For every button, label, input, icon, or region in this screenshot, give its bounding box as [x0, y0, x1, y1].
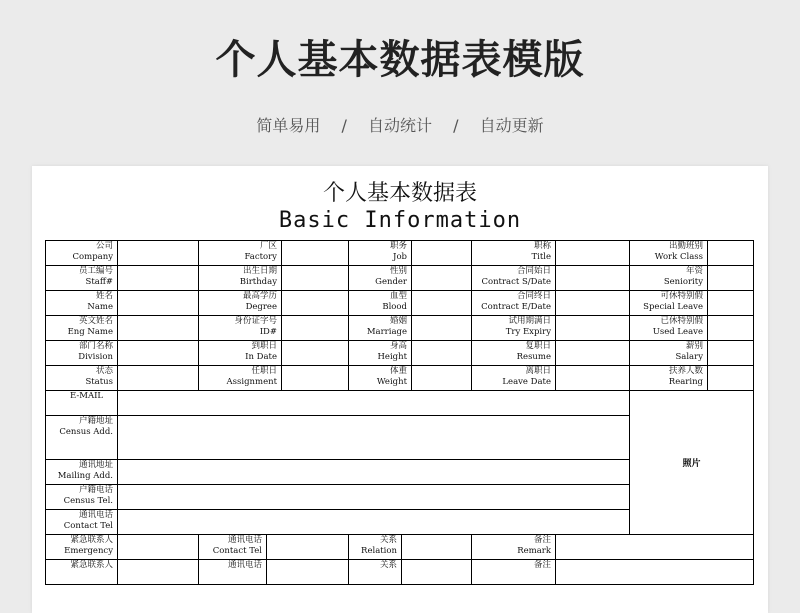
census-address-value[interactable] — [117, 415, 630, 460]
field-label-en: ID# — [259, 327, 277, 337]
field-label — [198, 365, 282, 391]
field-label-en: Relation — [361, 546, 397, 556]
census-tel-label — [45, 484, 118, 510]
field-label-zh: 身高 — [389, 341, 407, 351]
field-label — [629, 240, 708, 266]
field-label-en: Division — [78, 352, 113, 362]
field-label — [629, 315, 708, 341]
field-label-zh: 合同终日 — [516, 291, 551, 301]
field-value[interactable] — [411, 265, 472, 291]
field-label — [629, 290, 708, 316]
field-value[interactable] — [555, 340, 630, 366]
field-value[interactable] — [707, 265, 754, 291]
field-label — [45, 240, 118, 266]
field-label-en: Salary — [675, 352, 703, 362]
document-sheet — [32, 166, 768, 613]
field-label — [198, 240, 282, 266]
emergency-label — [45, 534, 118, 560]
field-label-zh: 职务 — [389, 241, 407, 251]
field-label-en: Contract S/Date — [481, 277, 551, 287]
emergency-value[interactable] — [401, 559, 472, 585]
field-label-zh: 身份证字号 — [234, 316, 277, 326]
field-label-zh: 备注 — [533, 535, 551, 545]
field-value[interactable] — [411, 315, 472, 341]
field-value[interactable] — [117, 265, 199, 291]
field-label — [348, 265, 412, 291]
field-value[interactable] — [555, 315, 630, 341]
field-label-zh: 出勤班别 — [668, 241, 703, 251]
emergency-value[interactable] — [117, 559, 199, 585]
field-label — [45, 365, 118, 391]
field-label-en: Rearing — [668, 377, 703, 387]
field-label-en: Weight — [376, 377, 407, 387]
contact-tel-label — [45, 509, 118, 535]
field-label-en: Blood — [382, 302, 407, 312]
field-label — [471, 265, 556, 291]
contact-tel-value[interactable] — [117, 509, 630, 535]
field-label-en: Try Expiry — [505, 327, 551, 337]
field-label-zh: 通讯电话 — [78, 510, 113, 520]
field-value[interactable] — [117, 365, 199, 391]
field-value[interactable] — [117, 340, 199, 366]
sheet-title: 个人基本数据表 — [322, 181, 477, 206]
field-label-zh: 已休特别假 — [660, 316, 703, 326]
field-label — [45, 315, 118, 341]
field-label-zh: 试用期满日 — [508, 316, 551, 326]
field-label — [348, 365, 412, 391]
field-label-en: Eng Name — [67, 327, 113, 337]
field-label-zh: 通讯电话 — [227, 535, 262, 545]
field-label-zh: 可休特别假 — [660, 291, 703, 301]
field-value[interactable] — [281, 290, 349, 316]
field-label — [45, 265, 118, 291]
census-address-label — [45, 415, 118, 460]
field-label-zh: 姓名 — [95, 291, 113, 301]
field-label — [198, 290, 282, 316]
field-label-zh: 薪别 — [685, 341, 703, 351]
feature-easy: 简单易用 — [256, 116, 321, 135]
field-label-en: Company — [72, 252, 113, 262]
emergency-label — [45, 559, 118, 585]
field-value[interactable] — [555, 265, 630, 291]
emergency-value[interactable] — [117, 534, 199, 560]
field-label-zh: 员工编号 — [78, 266, 113, 276]
field-value[interactable] — [411, 340, 472, 366]
field-label — [45, 290, 118, 316]
field-label — [348, 290, 412, 316]
field-value[interactable] — [555, 240, 630, 266]
field-label-en: Resume — [516, 352, 551, 362]
field-label-zh: 公司 — [95, 241, 113, 251]
field-label-zh: 年资 — [685, 266, 703, 276]
field-value[interactable] — [411, 290, 472, 316]
field-label — [198, 340, 282, 366]
feature-auto-stats: 自动统计 — [367, 116, 432, 135]
field-value[interactable] — [707, 240, 754, 266]
field-label-en: Gender — [375, 277, 407, 287]
field-label-en: Degree — [245, 302, 277, 312]
field-label-en: Census Add. — [59, 427, 113, 437]
field-label-zh: 到职日 — [251, 341, 277, 351]
feature-auto-update: 自动更新 — [479, 116, 544, 135]
field-label — [348, 240, 412, 266]
field-label-en: Marriage — [366, 327, 407, 337]
emergency-value[interactable] — [266, 559, 349, 585]
field-label-zh: 性别 — [389, 266, 407, 276]
field-label-zh: 紧急联系人 — [70, 535, 113, 545]
field-label-en: In Date — [245, 352, 277, 362]
field-label-en: Census Tel. — [63, 496, 113, 506]
field-label — [471, 315, 556, 341]
field-value[interactable] — [707, 315, 754, 341]
field-value[interactable] — [117, 290, 199, 316]
field-label-zh: 职称 — [533, 241, 551, 251]
field-label-zh: 部门名称 — [78, 341, 113, 351]
field-label-en: Name — [87, 302, 113, 312]
field-label-en: Contract E/Date — [481, 302, 551, 312]
field-value[interactable] — [707, 340, 754, 366]
emergency-label — [198, 559, 267, 585]
field-label-en: Birthday — [239, 277, 277, 287]
field-value[interactable] — [707, 290, 754, 316]
field-value[interactable] — [281, 265, 349, 291]
census-tel-value[interactable] — [117, 484, 630, 510]
field-label — [45, 340, 118, 366]
field-label-zh: 扶养人数 — [668, 366, 703, 376]
field-label-zh: 出生日期 — [242, 266, 277, 276]
field-label-en: Assignment — [226, 377, 277, 387]
field-label-zh: 婚姻 — [389, 316, 407, 326]
field-label — [471, 365, 556, 391]
field-label — [348, 340, 412, 366]
field-label-zh: 合同始日 — [516, 266, 551, 276]
field-label-en: Title — [531, 252, 551, 262]
field-value[interactable] — [555, 365, 630, 391]
info-table — [46, 240, 754, 613]
emergency-label — [348, 534, 402, 560]
field-label-zh: 通讯地址 — [78, 460, 113, 470]
field-label-en: Mailing Add. — [57, 471, 113, 481]
field-value[interactable] — [281, 315, 349, 341]
field-value[interactable] — [411, 365, 472, 391]
emergency-label — [348, 559, 402, 585]
field-label-en: Emergency — [64, 546, 113, 556]
separator: / — [341, 116, 347, 135]
mailing-address-label — [45, 459, 118, 485]
field-label-en: Remark — [517, 546, 551, 556]
field-label-zh: 户籍地址 — [78, 416, 113, 426]
field-label-zh: 关系 — [379, 535, 397, 545]
field-label — [471, 340, 556, 366]
field-label — [629, 340, 708, 366]
field-label — [629, 265, 708, 291]
field-label-zh: 状态 — [95, 366, 113, 376]
field-label-en: Leave Date — [502, 377, 551, 387]
field-label — [348, 315, 412, 341]
field-label-en: Special Leave — [643, 302, 703, 312]
field-label — [629, 365, 708, 391]
emergency-value[interactable] — [555, 559, 754, 585]
emergency-value[interactable] — [555, 534, 754, 560]
field-label-zh: 备注 — [533, 560, 551, 570]
field-value[interactable] — [281, 240, 349, 266]
field-label-zh: 任职日 — [251, 366, 277, 376]
field-label-zh: 离职日 — [525, 366, 551, 376]
field-label-en: Used Leave — [652, 327, 703, 337]
field-value[interactable] — [117, 240, 199, 266]
field-label — [471, 290, 556, 316]
photo-label: 照片 — [682, 459, 701, 469]
page-title: 个人基本数据表模版 — [215, 37, 585, 83]
photo-box[interactable] — [629, 390, 754, 535]
emergency-label — [471, 534, 556, 560]
separator: / — [453, 116, 459, 135]
email-label — [45, 390, 118, 416]
field-label-en: Work Class — [654, 252, 703, 262]
field-label-en: Height — [377, 352, 407, 362]
field-label-zh: 血型 — [389, 291, 407, 301]
field-label — [198, 315, 282, 341]
field-label-en: Factory — [244, 252, 277, 262]
field-value[interactable] — [555, 290, 630, 316]
field-label-zh: 体重 — [389, 366, 407, 376]
field-value[interactable] — [281, 340, 349, 366]
field-label-en: Contact Tel — [212, 546, 262, 556]
field-label-zh: 复职日 — [525, 341, 551, 351]
field-label-zh: 关系 — [379, 560, 397, 570]
field-label-zh: 厂区 — [259, 241, 277, 251]
emergency-value[interactable] — [401, 534, 472, 560]
field-label-en: Seniority — [663, 277, 703, 287]
field-value[interactable] — [117, 315, 199, 341]
field-value[interactable] — [281, 365, 349, 391]
field-label-zh: 最高学历 — [242, 291, 277, 301]
field-label-zh: 通讯电话 — [227, 560, 262, 570]
field-value[interactable] — [411, 240, 472, 266]
mailing-address-value[interactable] — [117, 459, 630, 485]
field-label-en: Staff# — [85, 277, 113, 287]
email-label-text: E-MAIL — [70, 391, 104, 401]
field-label — [471, 240, 556, 266]
field-value[interactable] — [707, 365, 754, 391]
field-label-en: Job — [393, 252, 407, 262]
sheet-subtitle: Basic Information — [278, 208, 522, 233]
emergency-value[interactable] — [266, 534, 349, 560]
field-label — [198, 265, 282, 291]
feature-tagline — [0, 113, 800, 136]
emergency-label — [471, 559, 556, 585]
field-label-zh: 英文姓名 — [78, 316, 113, 326]
field-label-zh: 紧急联系人 — [70, 560, 113, 570]
field-label-en: Status — [85, 377, 113, 387]
emergency-label — [198, 534, 267, 560]
field-label-en: Contact Tel — [63, 521, 113, 531]
field-label-zh: 户籍电话 — [78, 485, 113, 495]
email-value[interactable] — [117, 390, 630, 416]
